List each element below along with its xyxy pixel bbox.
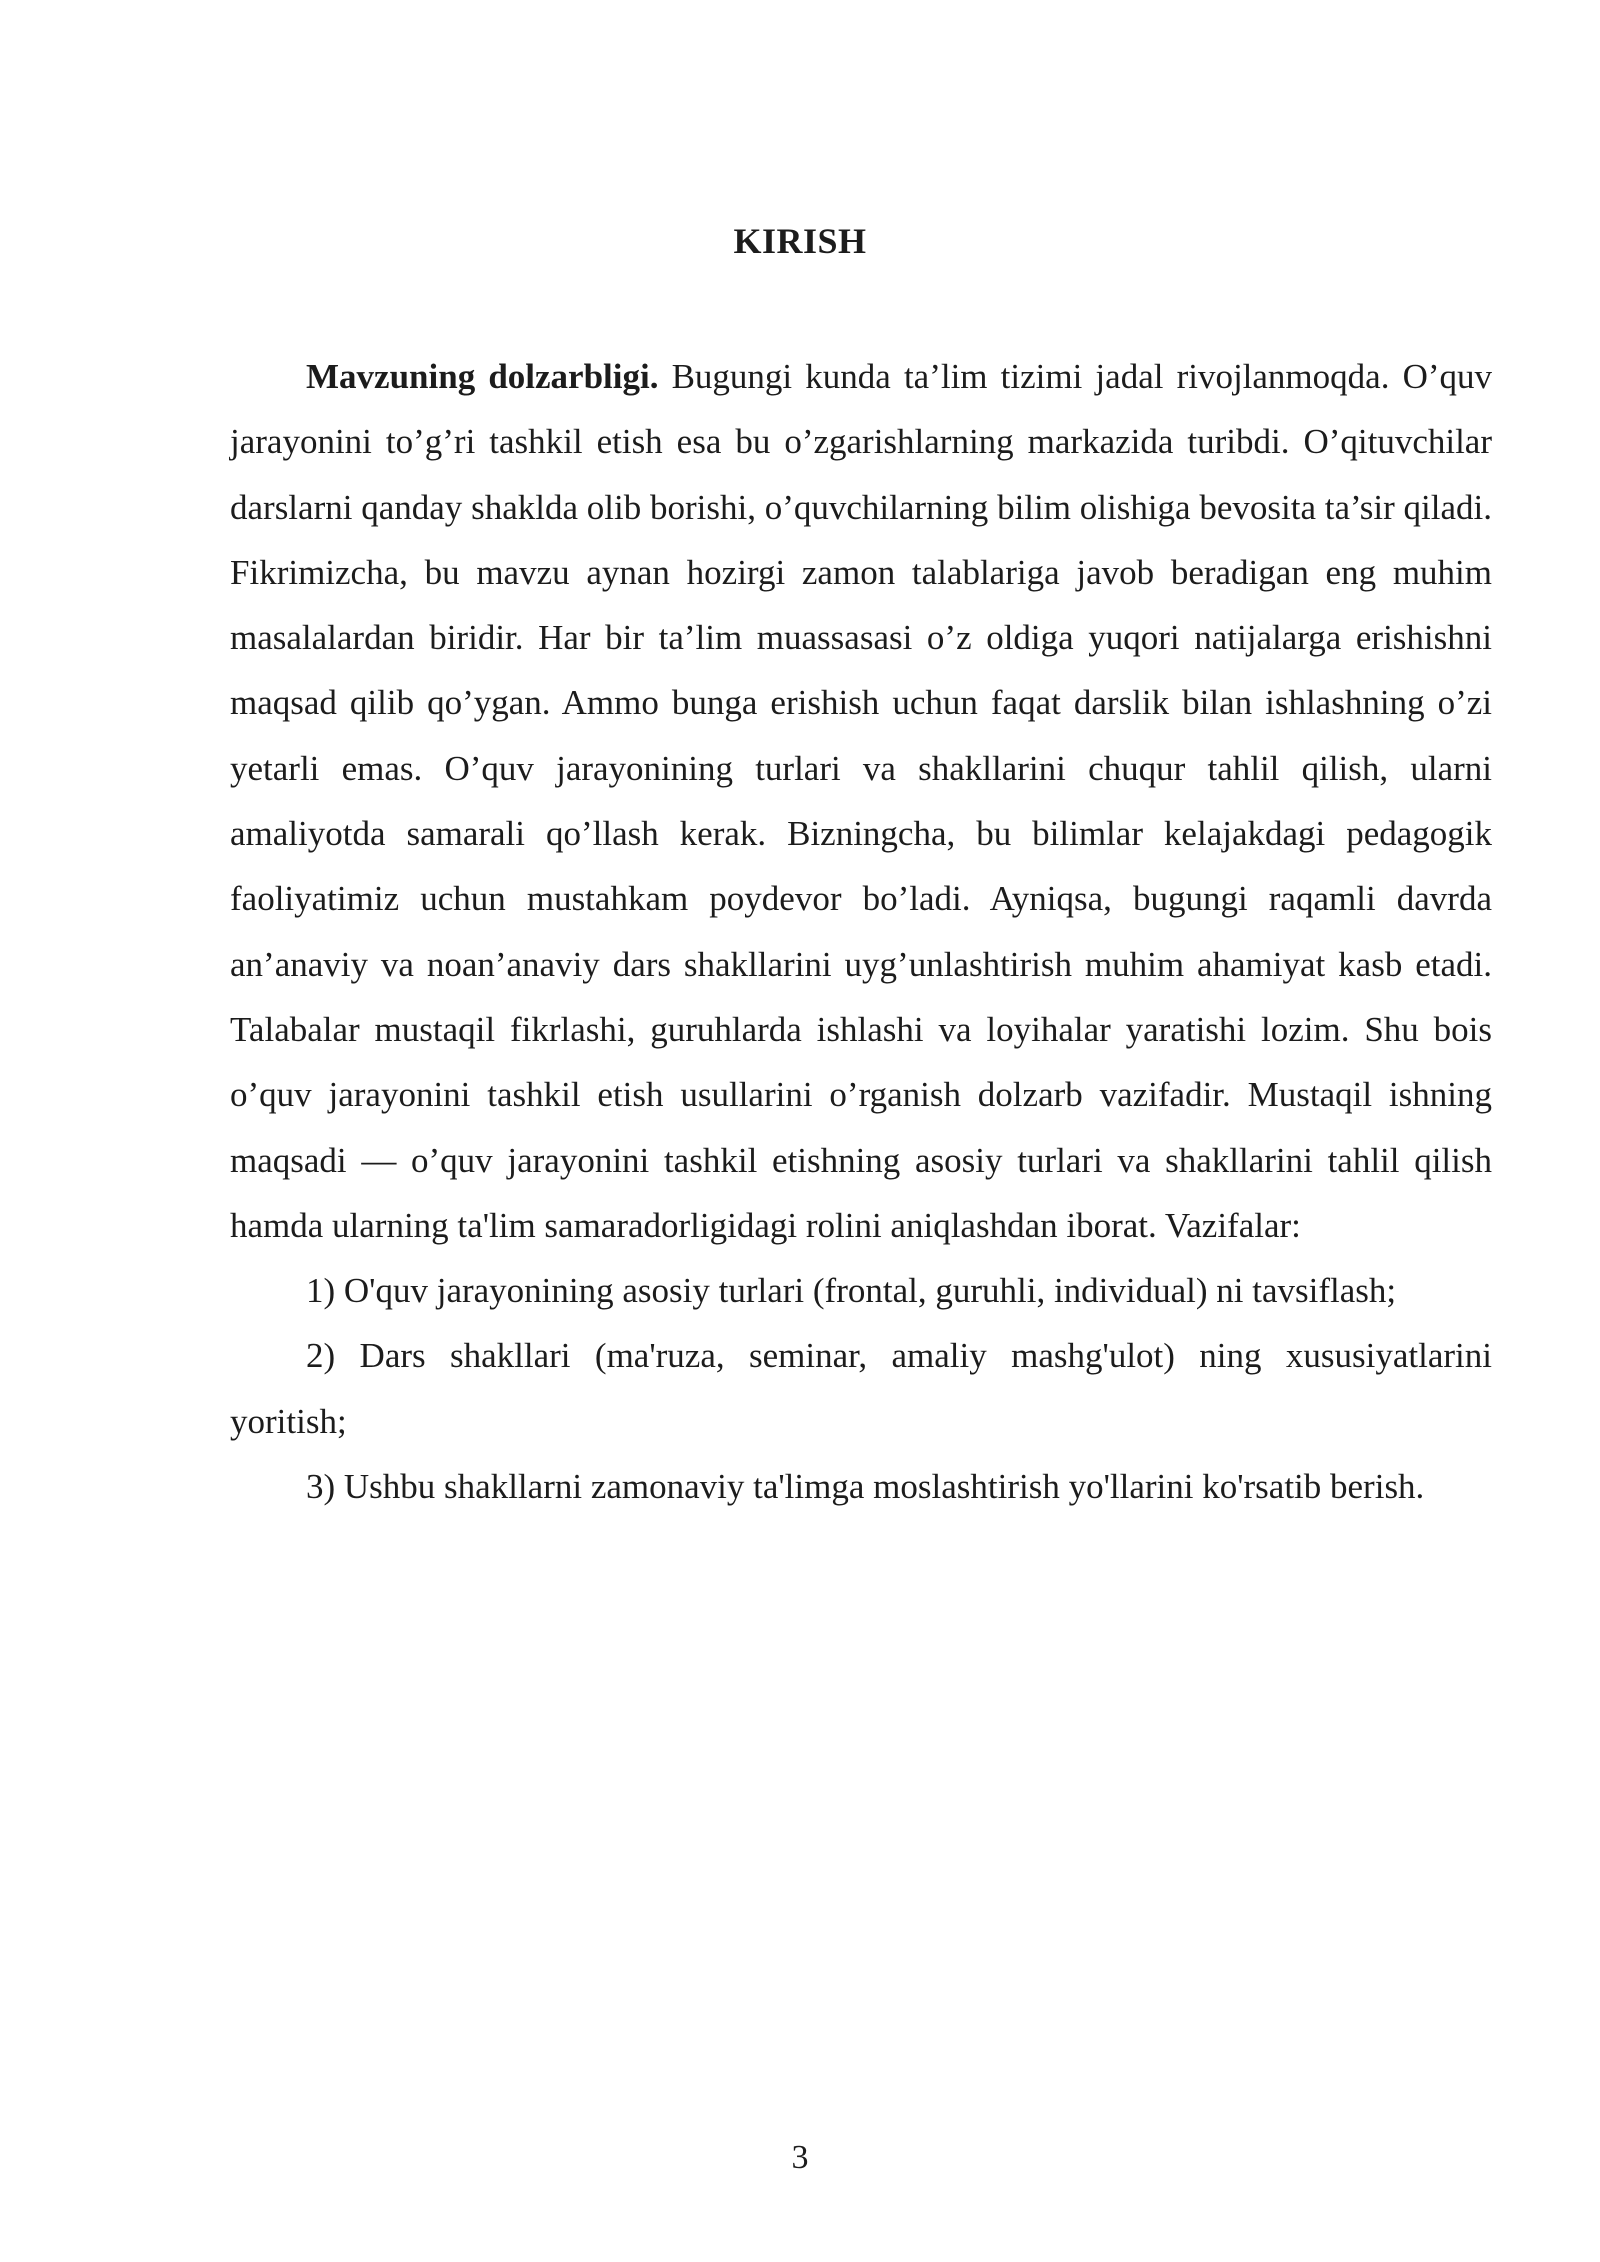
intro-paragraph [230,344,1492,1258]
body-text [230,344,1492,1519]
task-item-2: 2) Dars shakllari (ma'ruza, seminar, amaliy mashg'ulot) ning xususiyatlarini yoritish; [230,1336,1492,1441]
intro-text: Bugungi kunda ta’lim tizimi jadal rivojlanmoqda. O’quv jarayonini to’g’ri tashkil etish esa bu o’zgarishlarning markazida turibdi. O’qituvchilar darslarni qanday shaklda olib borishi, o’quvchilarning bilim olishiga bevosita ta’sir qiladi. Fikrimizcha, bu mavzu aynan hozirgi zamon talablariga javob beradigan eng muhim masalalardan biridir. Har bir ta’lim muassasasi o’z oldiga yuqori natijalarga erishishni maqsad qilib qo’ygan. Ammo bunga erishish uchun faqat darslik bilan ishlashning o’zi yetarli emas. O’quv jarayonining turlari va shakllarini chuqur tahlil qilish, ularni amaliyotda samarali qo’llash kerak. Bizningcha, bu bilimlar kelajakdagi pedagogik faoliyatimiz uchun mustahkam poydevor bo’ladi. Ayniqsa, bugungi raqamli davrda an’anaviy va noan’anaviy dars shakllarini uyg’unlashtirish muhim ahamiyat kasb etadi. Talabalar mustaqil fikrlashi, guruhlarda ishlashi va loyihalar yaratishi lozim. Shu bois o’quv jarayonini tashkil etish usullarini o’rganish dolzarb vazifadir. Mustaqil ishning maqsadi — o’quv jarayonini tashkil etishning asosiy turlari va shakllarini tahlil qilish hamda ularning ta'lim samaradorligidagi rolini aniqlashdan iborat. Vazifalar: [230,357,1492,1245]
page-number: 3 [791,2139,809,2176]
task-item-1: 1) O'quv jarayonining asosiy turlari (frontal, guruhli, individual) ni tavsiflash; [306,1271,1397,1311]
task-item-3: 3) Ushbu shakllarni zamonaviy ta'limga moslashtirish yo'llarini ko'rsatib berish. [306,1467,1425,1507]
page-title: KIRISH [733,221,867,261]
intro-lead: Mavzuning dolzarbligi. [306,357,659,396]
